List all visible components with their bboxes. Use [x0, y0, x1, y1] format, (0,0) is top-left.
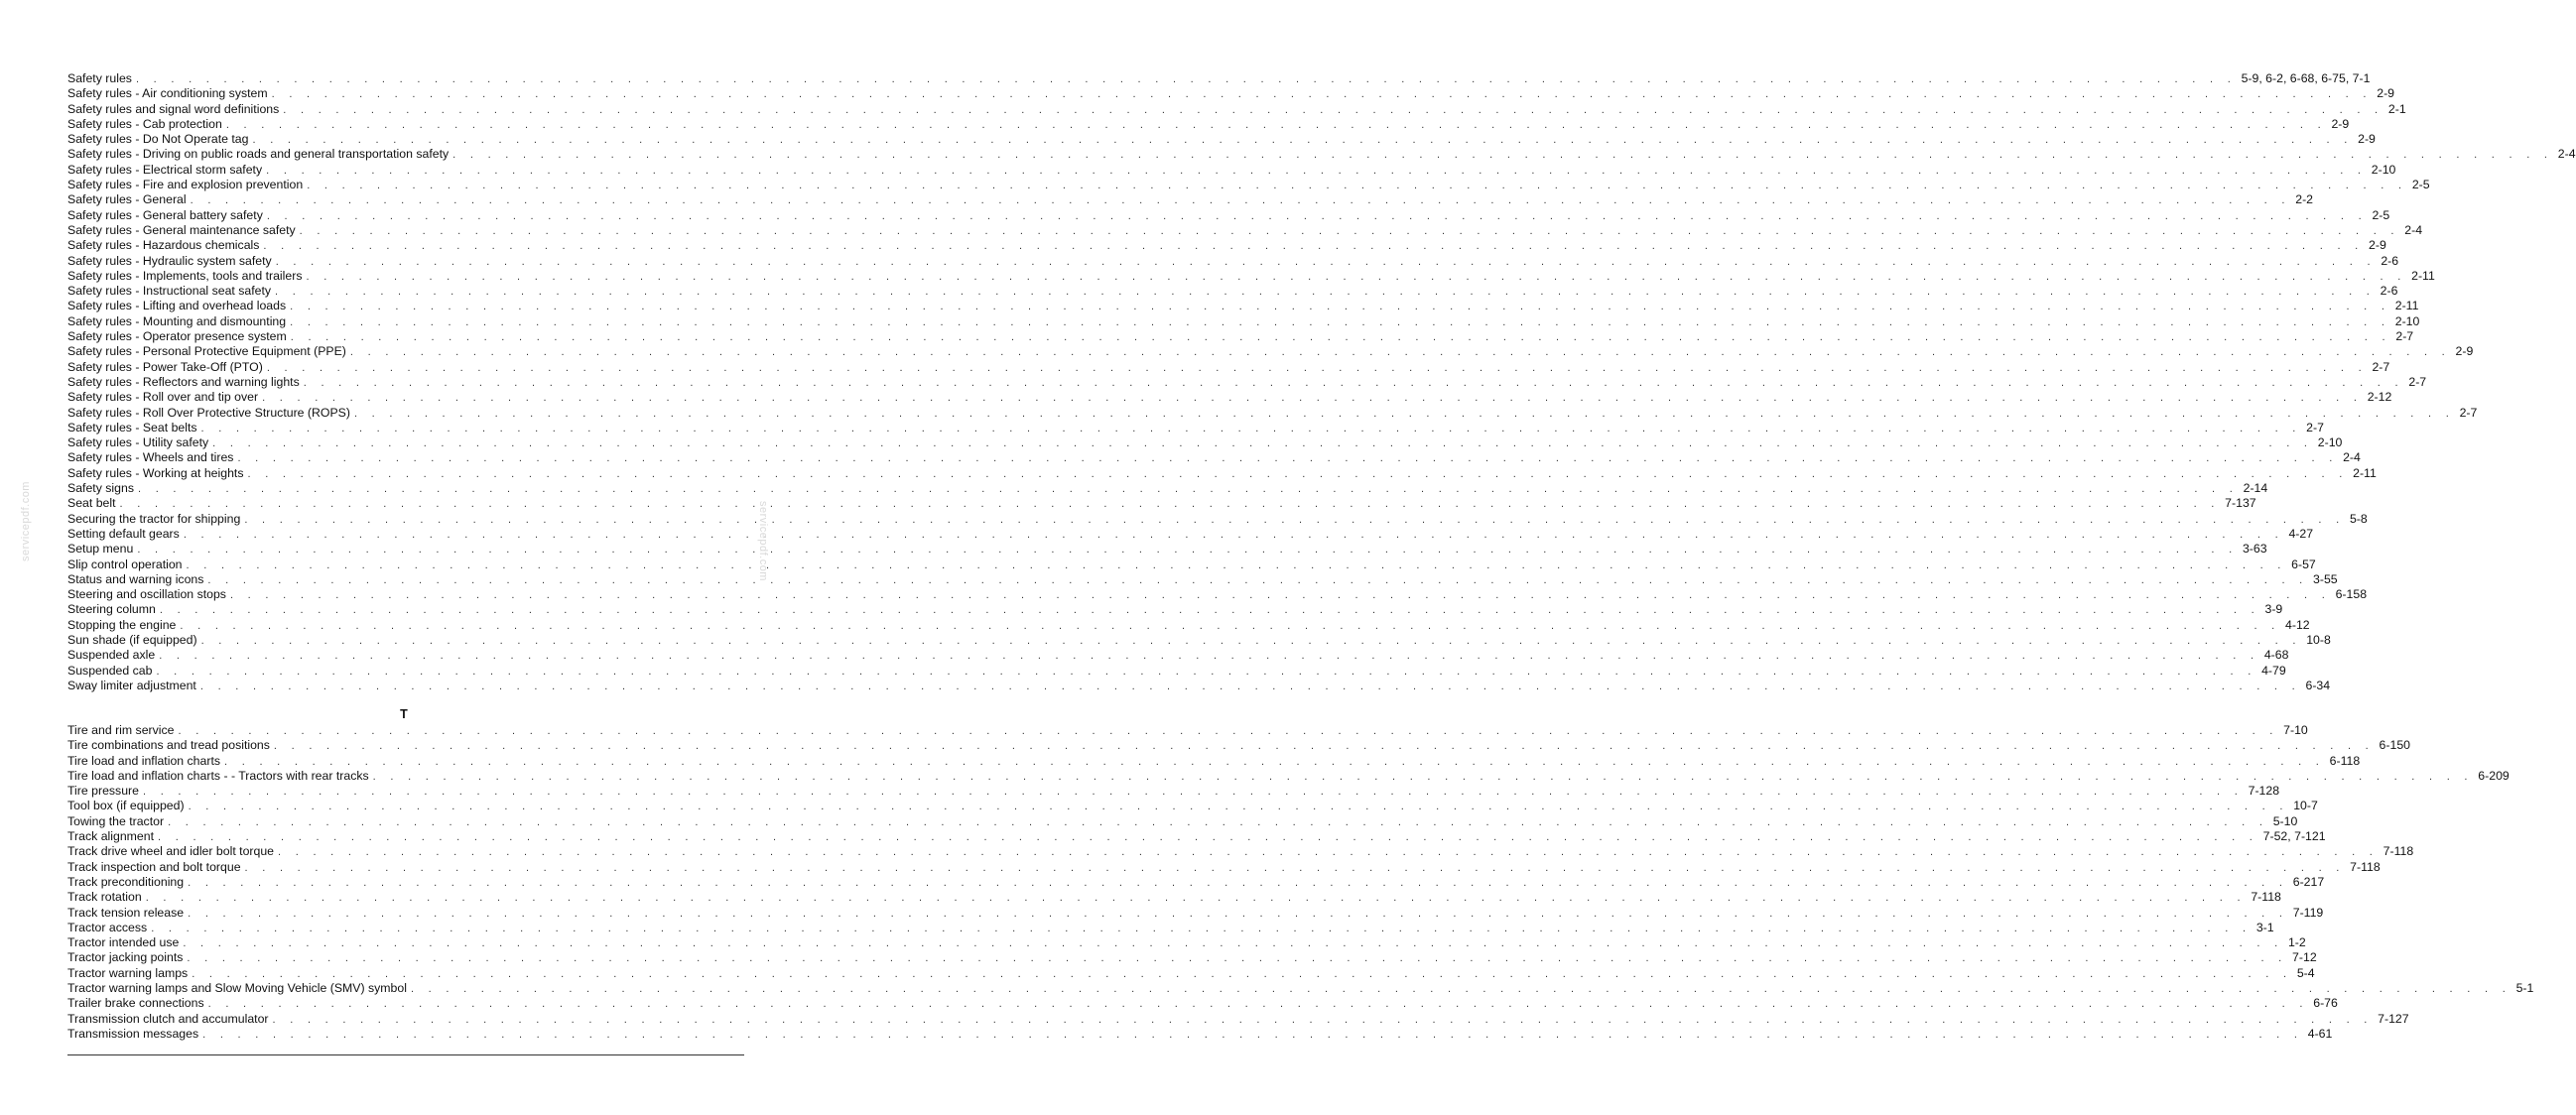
dot-leader: . . . . . . . . . . . . . . . . . . . . . . . . . . . . . . . . . . . . . . . . . . . . . . . . . . . . . . . . . . . . . . . . . . . . . . . . . . . . . . . . . . . . . . . . . . . . . . . . . . . . . . . . . . . . . . . . . . . . . . . . — [192, 967, 2292, 980]
dot-leader: . . . . . . . . . . . . . . . . . . . . . . . . . . . . . . . . . . . . . . . . . . . . . . . . . . . . . . . . . . . . . . . . . . . . . . . . . . . . . . . . . . . . . . . . . . . . . . . . . . . . . . . . . . . . . . . . . . . . . . . . — [272, 1013, 2374, 1026]
entry-title: Steering and oscillation stops — [67, 587, 226, 602]
entry-title: Safety rules - Implements, tools and trailers — [67, 268, 303, 283]
dot-leader: . . . . . . . . . . . . . . . . . . . . . . . . . . . . . . . . . . . . . . . . . . . . . . . . . . . . . . . . . . . . . . . . . . . . . . . . . . . . . . . . . . . . . . . . . . . . . . . . . . . . . . . . . . . . . . . . . . . . . . . . — [290, 301, 2390, 313]
entry-page-ref: 7-137 — [2225, 496, 2256, 511]
section-heading-t: T — [400, 707, 408, 721]
entry-title: Track alignment — [67, 829, 155, 844]
entry-title: Status and warning icons — [67, 571, 204, 586]
entry-title: Trailer brake connections — [67, 996, 204, 1011]
dot-leader: . . . . . . . . . . . . . . . . . . . . . . . . . . . . . . . . . . . . . . . . . . . . . . . . . . . . . . . . . . . . . . . . . . . . . . . . . . . . . . . . . . . . . . . . . . . . . . . . . . . . . . . . . . . . . . . . . . . . . . . . — [290, 315, 2390, 328]
dot-leader: . . . . . . . . . . . . . . . . . . . . . . . . . . . . . . . . . . . . . . . . . . . . . . . . . . . . . . . . . . . . . . . . . . . . . . . . . . . . . . . . . . . . . . . . . . . . . . . . . . . . . . . . . . . . . . . . . . . . . . . . — [183, 937, 2283, 950]
entry-page-ref: 2-5 — [2372, 207, 2390, 222]
entry-title: Safety rules - Seat belts — [67, 420, 197, 434]
entry-title: Safety rules - Do Not Operate tag — [67, 132, 249, 147]
entry-title: Safety rules - Electrical storm safety — [67, 162, 263, 177]
entry-page-ref: 6-76 — [2313, 996, 2338, 1011]
entry-page-ref: 4-61 — [2307, 1026, 2333, 1041]
dot-leader: . . . . . . . . . . . . . . . . . . . . . . . . . . . . . . . . . . . . . . . . . . . . . . . . . . . . . . . . . . . . . . . . . . . . . . . . . . . . . . . . . . . . . . . . . . . . . . . . . . . . . . . . . . . . . . . . . . . . . . . . — [452, 149, 2553, 162]
entry-page-ref: 2-7 — [2372, 359, 2390, 374]
dot-leader: . . . . . . . . . . . . . . . . . . . . . . . . . . . . . . . . . . . . . . . . . . . . . . . . . . . . . . . . . . . . . . . . . . . . . . . . . . . . . . . . . . . . . . . . . . . . . . . . . . . . . . . . . . . . . . . . . . . . . . . . — [224, 755, 2325, 768]
index-entry[interactable] — [67, 829, 2326, 844]
dot-leader: . . . . . . . . . . . . . . . . . . . . . . . . . . . . . . . . . . . . . . . . . . . . . . . . . . . . . . . . . . . . . . . . . . . . . . . . . . . . . . . . . . . . . . . . . . . . . . . . . . . . . . . . . . . . . . . . . . . . . . . . — [252, 134, 2354, 147]
index-entry[interactable] — [67, 571, 2338, 587]
index-entry[interactable] — [67, 920, 2274, 935]
dot-leader: . . . . . . . . . . . . . . . . . . . . . . . . . . . . . . . . . . . . . . . . . . . . . . . . . . . . . . . . . . . . . . . . . . . . . . . . . . . . . . . . . . . . . . . . . . . . . . . . . . . . . . . . . . . . . . . . . . . . . . . . — [225, 118, 2327, 131]
entry-title: Towing the tractor — [67, 813, 165, 828]
entry-page-ref: 2-10 — [2317, 435, 2343, 450]
entry-page-ref: 2-10 — [2394, 313, 2420, 328]
entry-title: Tractor jacking points — [67, 950, 184, 965]
index-entry[interactable] — [67, 178, 2430, 192]
entry-title: Tractor access — [67, 920, 148, 934]
dot-leader: . . . . . . . . . . . . . . . . . . . . . . . . . . . . . . . . . . . . . . . . . . . . . . . . . . . . . . . . . . . . . . . . . . . . . . . . . . . . . . . . . . . . . . . . . . . . . . . . . . . . . . . . . . . . . . . . . . . . . . . . — [145, 892, 2247, 905]
index-entry[interactable] — [67, 965, 2315, 981]
entry-page-ref: 6-217 — [2292, 874, 2325, 889]
entry-page-ref: 2-4 — [2557, 147, 2576, 162]
entry-title: Tire load and inflation charts — [67, 753, 221, 768]
entry-title: Setting default gears — [67, 526, 180, 541]
dot-leader: . . . . . . . . . . . . . . . . . . . . . . . . . . . . . . . . . . . . . . . . . . . . . . . . . . . . . . . . . . . . . . . . . . . . . . . . . . . . . . . . . . . . . . . . . . . . . . . . . . . . . . . . . . . . . . . . . . . . . . . . — [119, 498, 2221, 511]
index-entry[interactable] — [67, 465, 2377, 481]
index-entry[interactable] — [67, 526, 2314, 542]
entry-page-ref: 6-150 — [2379, 738, 2410, 753]
dot-leader: . . . . . . . . . . . . . . . . . . . . . . . . . . . . . . . . . . . . . . . . . . . . . . . . . . . . . . . . . . . . . . . . . . . . . . . . . . . . . . . . . . . . . . . . . . . . . . . . . . . . . . . . . . . . . . . . . . . . . . . . — [266, 209, 2368, 222]
index-entry[interactable] — [67, 132, 2376, 147]
index-entry[interactable] — [67, 905, 2324, 921]
entry-title: Safety rules - Utility safety — [67, 435, 209, 450]
dot-leader: . . . . . . . . . . . . . . . . . . . . . . . . . . . . . . . . . . . . . . . . . . . . . . . . . . . . . . . . . . . . . . . . . . . . . . . . . . . . . . . . . . . . . . . . . . . . . . . . . . . . . . . . . . . . . . . . . . . . . . . . — [275, 255, 2377, 268]
dot-leader: . . . . . . . . . . . . . . . . . . . . . . . . . . . . . . . . . . . . . . . . . . . . . . . . . . . . . . . . . . . . . . . . . . . . . . . . . . . . . . . . . . . . . . . . . . . . . . . . . . . . . . . . . . . . . . . . . . . . . . . . — [188, 907, 2288, 920]
dot-leader: . . . . . . . . . . . . . . . . . . . . . . . . . . . . . . . . . . . . . . . . . . . . . . . . . . . . . . . . . . . . . . . . . . . . . . . . . . . . . . . . . . . . . . . . . . . . . . . . . . . . . . . . . . . . . . . . . . . . . . . . — [202, 1028, 2303, 1041]
dot-leader: . . . . . . . . . . . . . . . . . . . . . . . . . . . . . . . . . . . . . . . . . . . . . . . . . . . . . . . . . . . . . . . . . . . . . . . . . . . . . . . . . . . . . . . . . . . . . . . . . . . . . . . . . . . . . . . . . . . . . . . . — [183, 528, 2284, 541]
dot-leader: . . . . . . . . . . . . . . . . . . . . . . . . . . . . . . . . . . . . . . . . . . . . . . . . . . . . . . . . . . . . . . . . . . . . . . . . . . . . . . . . . . . . . . . . . . . . . . . . . . . . . . . . . . . . . . . . . . . . . . . . — [349, 346, 2451, 359]
index-entry[interactable] — [67, 450, 2361, 465]
index-entry[interactable] — [67, 435, 2343, 450]
index-entry[interactable] — [67, 602, 2283, 617]
entry-page-ref: 2-6 — [2381, 253, 2399, 268]
index-entry[interactable] — [67, 738, 2410, 753]
entry-title: Seat belt — [67, 496, 116, 511]
index-entry[interactable] — [67, 874, 2325, 890]
entry-title: Safety signs — [67, 481, 134, 496]
entry-page-ref: 5-10 — [2272, 813, 2298, 828]
index-list-t — [67, 723, 2534, 1042]
entry-page-ref: 4-27 — [2288, 526, 2314, 541]
entry-title: Safety rules - Hydraulic system safety — [67, 253, 272, 268]
entry-page-ref: 2-11 — [2394, 299, 2419, 313]
entry-title: Safety rules - Operator presence system — [67, 329, 287, 344]
entry-page-ref: 2-6 — [2380, 284, 2398, 299]
entry-page-ref: 2-9 — [2455, 344, 2474, 359]
entry-title: Suspended cab — [67, 663, 153, 678]
entry-page-ref: 4-12 — [2285, 617, 2310, 632]
dot-leader: . . . . . . . . . . . . . . . . . . . . . . . . . . . . . . . . . . . . . . . . . . . . . . . . . . . . . . . . . . . . . . . . . . . . . . . . . . . . . . . . . . . . . . . . . . . . . . . . . . . . . . . . . . . . . . . . . . . . . . . . — [266, 164, 2367, 177]
footer-rule — [67, 1054, 744, 1055]
dot-leader: . . . . . . . . . . . . . . . . . . . . . . . . . . . . . . . . . . . . . . . . . . . . . . . . . . . . . . . . . . . . . . . . . . . . . . . . . . . . . . . . . . . . . . . . . . . . . . . . . . . . . . . . . . . . . . . . . . . . . . . . — [353, 407, 2455, 420]
watermark-right: servicepdf.com — [757, 501, 769, 581]
dot-leader: . . . . . . . . . . . . . . . . . . . . . . . . . . . . . . . . . . . . . . . . . . . . . . . . . . . . . . . . . . . . . . . . . . . . . . . . . . . . . . . . . . . . . . . . . . . . . . . . . . . . . . . . . . . . . . . . . . . . . . . . — [237, 452, 2339, 465]
entry-page-ref: 6-118 — [2329, 753, 2361, 768]
entry-title: Track drive wheel and idler bolt torque — [67, 844, 275, 859]
dot-leader: . . . . . . . . . . . . . . . . . . . . . . . . . . . . . . . . . . . . . . . . . . . . . . . . . . . . . . . . . . . . . . . . . . . . . . . . . . . . . . . . . . . . . . . . . . . . . . . . . . . . . . . . . . . . . . . . . . . . . . . . — [262, 392, 2363, 405]
dot-leader: . . . . . . . . . . . . . . . . . . . . . . . . . . . . . . . . . . . . . . . . . . . . . . . . . . . . . . . . . . . . . . . . . . . . . . . . . . . . . . . . . . . . . . . . . . . . . . . . . . . . . . . . . . . . . . . . . . . . . . . . — [188, 876, 2288, 889]
index-entry[interactable] — [67, 390, 2392, 405]
dot-leader: . . . . . . . . . . . . . . . . . . . . . . . . . . . . . . . . . . . . . . . . . . . . . . . . . . . . . . . . . . . . . . . . . . . . . . . . . . . . . . . . . . . . . . . . . . . . . . . . . . . . . . . . . . . . . . . . . . . . . . . . — [207, 573, 2309, 586]
dot-leader: . . . . . . . . . . . . . . . . . . . . . . . . . . . . . . . . . . . . . . . . . . . . . . . . . . . . . . . . . . . . . . . . . . . . . . . . . . . . . . . . . . . . . . . . . . . . . . . . . . . . . . . . . . . . . . . . . . . . . . . . — [275, 286, 2376, 299]
entry-page-ref: 2-7 — [2395, 329, 2414, 344]
entry-title: Transmission messages — [67, 1026, 199, 1041]
dot-leader: . . . . . . . . . . . . . . . . . . . . . . . . . . . . . . . . . . . . . . . . . . . . . . . . . . . . . . . . . . . . . . . . . . . . . . . . . . . . . . . . . . . . . . . . . . . . . . . . . . . . . . . . . . . . . . . . . . . . . . . . — [278, 846, 2379, 859]
dot-leader: . . . . . . . . . . . . . . . . . . . . . . . . . . . . . . . . . . . . . . . . . . . . . . . . . . . . . . . . . . . . . . . . . . . . . . . . . . . . . . . . . . . . . . . . . . . . . . . . . . . . . . . . . . . . . . . . . . . . . . . . — [156, 665, 2257, 678]
entry-title: Stopping the engine — [67, 617, 177, 632]
entry-page-ref: 6-34 — [2305, 678, 2331, 692]
index-entry[interactable] — [67, 359, 2390, 375]
index-entry[interactable] — [67, 284, 2398, 299]
entry-title: Track rotation — [67, 890, 142, 905]
index-entry[interactable] — [67, 374, 2427, 390]
dot-leader: . . . . . . . . . . . . . . . . . . . . . . . . . . . . . . . . . . . . . . . . . . . . . . . . . . . . . . . . . . . . . . . . . . . . . . . . . . . . . . . . . . . . . . . . . . . . . . . . . . . . . . . . . . . . . . . . . . . . . . . . — [186, 558, 2287, 571]
entry-title: Safety rules — [67, 71, 132, 85]
watermark-left: servicepdf.com — [20, 481, 32, 561]
entry-page-ref: 2-4 — [2404, 222, 2423, 237]
entry-title: Tire and rim service — [67, 723, 175, 737]
entry-page-ref: 7-10 — [2283, 723, 2308, 737]
entry-title: Tire load and inflation charts - - Tractors with rear tracks — [67, 768, 369, 783]
dot-leader: . . . . . . . . . . . . . . . . . . . . . . . . . . . . . . . . . . . . . . . . . . . . . . . . . . . . . . . . . . . . . . . . . . . . . . . . . . . . . . . . . . . . . . . . . . . . . . . . . . . . . . . . . . . . . . . . . . . . . . . . — [199, 680, 2301, 692]
entry-title: Safety rules - Hazardous chemicals — [67, 238, 260, 253]
index-entry[interactable] — [67, 222, 2423, 238]
index-entry[interactable] — [67, 299, 2419, 313]
index-entry[interactable] — [67, 313, 2420, 329]
entry-title: Tractor warning lamps and Slow Moving Vehicle (SMV) symbol — [67, 981, 407, 996]
entry-title: Safety rules - Working at heights — [67, 465, 244, 480]
dot-leader: . . . . . . . . . . . . . . . . . . . . . . . . . . . . . . . . . . . . . . . . . . . . . . . . . . . . . . . . . . . . . . . . . . . . . . . . . . . . . . . . . . . . . . . . . . . . . . . . . . . . . . . . . . . . . . . . . . . . . . . . — [207, 998, 2309, 1011]
dot-leader: . . . . . . . . . . . . . . . . . . . . . . . . . . . . . . . . . . . . . . . . . . . . . . . . . . . . . . . . . . . . . . . . . . . . . . . . . . . . . . . . . . . . . . . . . . . . . . . . . . . . . . . . . . . . . . . . . . . . . . . . — [142, 786, 2244, 799]
entry-page-ref: 2-1 — [2387, 101, 2406, 116]
dot-leader: . . . . . . . . . . . . . . . . . . . . . . . . . . . . . . . . . . . . . . . . . . . . . . . . . . . . . . . . . . . . . . . . . . . . . . . . . . . . . . . . . . . . . . . . . . . . . . . . . . . . . . . . . . . . . . . . . . . . . . . . — [200, 634, 2302, 647]
entry-title: Tire combinations and tread positions — [67, 738, 270, 753]
dot-leader: . . . . . . . . . . . . . . . . . . . . . . . . . . . . . . . . . . . . . . . . . . . . . . . . . . . . . . . . . . . . . . . . . . . . . . . . . . . . . . . . . . . . . . . . . . . . . . . . . . . . . . . . . . . . . . . . . . . . . . . . — [303, 376, 2404, 389]
entry-page-ref: 2-12 — [2367, 390, 2392, 405]
index-entry[interactable] — [67, 207, 2390, 223]
index-entry[interactable] — [67, 1026, 2333, 1042]
dot-leader: . . . . . . . . . . . . . . . . . . . . . . . . . . . . . . . . . . . . . . . . . . . . . . . . . . . . . . . . . . . . . . . . . . . . . . . . . . . . . . . . . . . . . . . . . . . . . . . . . . . . . . . . . . . . . . . . . . . . . . . . — [168, 815, 2268, 828]
entry-title: Safety rules - Fire and explosion prevention — [67, 178, 304, 192]
dot-leader: . . . . . . . . . . . . . . . . . . . . . . . . . . . . . . . . . . . . . . . . . . . . . . . . . . . . . . . . . . . . . . . . . . . . . . . . . . . . . . . . . . . . . . . . . . . . . . . . . . . . . . . . . . . . . . . . . . . . . . . . — [188, 801, 2289, 813]
entry-title: Safety rules - Wheels and tires — [67, 450, 234, 465]
dot-leader: . . . . . . . . . . . . . . . . . . . . . . . . . . . . . . . . . . . . . . . . . . . . . . . . . . . . . . . . . . . . . . . . . . . . . . . . . . . . . . . . . . . . . . . . . . . . . . . . . . . . . . . . . . . . . . . . . . . . . . . . — [200, 422, 2302, 434]
entry-page-ref: 2-11 — [2353, 465, 2377, 480]
index-entry[interactable] — [67, 723, 2308, 738]
entry-title: Safety rules - Driving on public roads and general transportation safety — [67, 147, 450, 162]
entry-title: Safety rules - Lifting and overhead loads — [67, 299, 287, 313]
entry-title: Safety rules - General battery safety — [67, 207, 263, 222]
index-entry[interactable] — [67, 844, 2414, 859]
entry-page-ref: 7-12 — [2292, 950, 2317, 965]
entry-title: Suspended axle — [67, 648, 156, 663]
entry-page-ref: 3-9 — [2264, 602, 2283, 617]
entry-page-ref: 7-52, 7-121 — [2262, 829, 2326, 844]
index-entry[interactable] — [67, 405, 2478, 421]
index-entry[interactable] — [67, 996, 2338, 1011]
entry-page-ref: 4-79 — [2261, 663, 2286, 678]
entry-page-ref: 2-2 — [2295, 192, 2314, 207]
dot-leader: . . . . . . . . . . . . . . . . . . . . . . . . . . . . . . . . . . . . . . . . . . . . . . . . . . . . . . . . . . . . . . . . . . . . . . . . . . . . . . . . . . . . . . . . . . . . . . . . . . . . . . . . . . . . . . . . . . . . . . . . — [307, 180, 2407, 192]
entry-page-ref: 2-5 — [2411, 178, 2430, 192]
entry-page-ref: 6-57 — [2291, 557, 2316, 571]
index-entry[interactable] — [67, 617, 2310, 633]
dot-leader: . . . . . . . . . . . . . . . . . . . . . . . . . . . . . . . . . . . . . . . . . . . . . . . . . . . . . . . . . . . . . . . . . . . . . . . . . . . . . . . . . . . . . . . . . . . . . . . . . . . . . . . . . . . . . . . . . . . . . . . . — [266, 361, 2368, 374]
entry-title: Safety rules - Roll Over Protective Structure (ROPS) — [67, 405, 350, 420]
entry-title: Sun shade (if equipped) — [67, 632, 197, 647]
entry-page-ref: 5-4 — [2296, 965, 2315, 980]
dot-leader: . . . . . . . . . . . . . . . . . . . . . . . . . . . . . . . . . . . . . . . . . . . . . . . . . . . . . . . . . . . . . . . . . . . . . . . . . . . . . . . . . . . . . . . . . . . . . . . . . . . . . . . . . . . . . . . . . . . . . . . . — [229, 589, 2331, 602]
index-entry[interactable] — [67, 799, 2318, 813]
entry-page-ref: 7-119 — [2292, 905, 2324, 920]
entry-title: Steering column — [67, 602, 156, 617]
dot-leader: . . . . . . . . . . . . . . . . . . . . . . . . . . . . . . . . . . . . . . . . . . . . . . . . . . . . . . . . . . . . . . . . . . . . . . . . . . . . . . . . . . . . . . . . . . . . . . . . . . . . . . . . . . . . . . . . . . . . . . . . — [410, 983, 2512, 996]
index-entry[interactable] — [67, 557, 2316, 572]
index-entry[interactable] — [67, 162, 2396, 178]
entry-page-ref: 4-68 — [2263, 648, 2289, 663]
entry-page-ref: 10-8 — [2306, 632, 2331, 647]
index-entry[interactable] — [67, 753, 2361, 769]
entry-page-ref: 1-2 — [2287, 935, 2306, 950]
entry-title: Sway limiter adjustment — [67, 678, 196, 692]
index-entry[interactable] — [67, 481, 2268, 496]
index-entry[interactable] — [67, 420, 2324, 435]
entry-title: Slip control operation — [67, 557, 183, 571]
entry-title: Safety rules - Roll over and tip over — [67, 390, 259, 405]
entry-title: Safety rules and signal word definitions — [67, 101, 280, 116]
entry-title: Safety rules - Instructional seat safety — [67, 284, 272, 299]
dot-leader: . . . . . . . . . . . . . . . . . . . . . . . . . . . . . . . . . . . . . . . . . . . . . . . . . . . . . . . . . . . . . . . . . . . . . . . . . . . . . . . . . . . . . . . . . . . . . . . . . . . . . . . . . . . . . . . . . . . . . . . . — [244, 861, 2346, 874]
entry-page-ref: 3-1 — [2255, 920, 2274, 934]
dot-leader: . . . . . . . . . . . . . . . . . . . . . . . . . . . . . . . . . . . . . . . . . . . . . . . . . . . . . . . . . . . . . . . . . . . . . . . . . . . . . . . . . . . . . . . . . . . . . . . . . . . . . . . . . . . . . . . . . . . . . . . . — [372, 770, 2474, 783]
entry-page-ref: 2-9 — [2369, 238, 2386, 253]
dot-leader: . . . . . . . . . . . . . . . . . . . . . . . . . . . . . . . . . . . . . . . . . . . . . . . . . . . . . . . . . . . . . . . . . . . . . . . . . . . . . . . . . . . . . . . . . . . . . . . . . . . . . . . . . . . . . . . . . . . . . . . . — [137, 544, 2238, 557]
entry-page-ref: 2-9 — [2358, 132, 2376, 147]
index-entry[interactable] — [67, 116, 2350, 132]
index-entry[interactable] — [67, 1011, 2409, 1027]
dot-leader: . . . . . . . . . . . . . . . . . . . . . . . . . . . . . . . . . . . . . . . . . . . . . . . . . . . . . . . . . . . . . . . . . . . . . . . . . . . . . . . . . . . . . . . . . . . . . . . . . . . . . . . . . . . . . . . . . . . . . . . . — [159, 650, 2259, 663]
index-entry[interactable] — [67, 496, 2256, 511]
index-entry[interactable] — [67, 813, 2298, 829]
dot-leader: . . . . . . . . . . . . . . . . . . . . . . . . . . . . . . . . . . . . . . . . . . . . . . . . . . . . . . . . . . . . . . . . . . . . . . . . . . . . . . . . . . . . . . . . . . . . . . . . . . . . . . . . . . . . . . . . . . . . . . . . — [190, 194, 2291, 207]
dot-leader: . . . . . . . . . . . . . . . . . . . . . . . . . . . . . . . . . . . . . . . . . . . . . . . . . . . . . . . . . . . . . . . . . . . . . . . . . . . . . . . . . . . . . . . . . . . . . . . . . . . . . . . . . . . . . . . . . . . . . . . . — [159, 604, 2260, 617]
entry-page-ref: 7-118 — [2350, 859, 2381, 874]
entry-page-ref: 2-9 — [2331, 116, 2350, 131]
entry-title: Tire pressure — [67, 784, 139, 799]
entry-title: Safety rules - Cab protection — [67, 116, 222, 131]
dot-leader: . . . . . . . . . . . . . . . . . . . . . . . . . . . . . . . . . . . . . . . . . . . . . . . . . . . . . . . . . . . . . . . . . . . . . . . . . . . . . . . . . . . . . . . . . . . . . . . . . . . . . . . . . . . . . . . . . . . . . . . . — [299, 224, 2400, 237]
entry-page-ref: 7-118 — [2251, 890, 2281, 905]
entry-page-ref: 5-8 — [2349, 511, 2368, 526]
dot-leader: . . . . . . . . . . . . . . . . . . . . . . . . . . . . . . . . . . . . . . . . . . . . . . . . . . . . . . . . . . . . . . . . . . . . . . . . . . . . . . . . . . . . . . . . . . . . . . . . . . . . . . . . . . . . . . . . . . . . . . . . — [187, 952, 2288, 965]
index-entry[interactable] — [67, 101, 2406, 117]
entry-title: Safety rules - General maintenance safety — [67, 222, 296, 237]
dot-leader: . . . . . . . . . . . . . . . . . . . . . . . . . . . . . . . . . . . . . . . . . . . . . . . . . . . . . . . . . . . . . . . . . . . . . . . . . . . . . . . . . . . . . . . . . . . . . . . . . . . . . . . . . . . . . . . . . . . . . . . . — [273, 740, 2375, 753]
dot-leader: . . . . . . . . . . . . . . . . . . . . . . . . . . . . . . . . . . . . . . . . . . . . . . . . . . . . . . . . . . . . . . . . . . . . . . . . . . . . . . . . . . . . . . . . . . . . . . . . . . . . . . . . . . . . . . . . . . . . . . . . — [178, 725, 2279, 737]
entry-title: Track inspection and bolt torque — [67, 859, 241, 874]
index-entry[interactable] — [67, 768, 2510, 784]
entry-title: Securing the tractor for shipping — [67, 511, 241, 526]
dot-leader: . . . . . . . . . . . . . . . . . . . . . . . . . . . . . . . . . . . . . . . . . . . . . . . . . . . . . . . . . . . . . . . . . . . . . . . . . . . . . . . . . . . . . . . . . . . . . . . . . . . . . . . . . . . . . . . . . . . . . . . . — [212, 437, 2313, 450]
dot-leader: . . . . . . . . . . . . . . . . . . . . . . . . . . . . . . . . . . . . . . . . . . . . . . . . . . . . . . . . . . . . . . . . . . . . . . . . . . . . . . . . . . . . . . . . . . . . . . . . . . . . . . . . . . . . . . . . . . . . . . . . — [244, 513, 2345, 526]
dot-leader: . . . . . . . . . . . . . . . . . . . . . . . . . . . . . . . . . . . . . . . . . . . . . . . . . . . . . . . . . . . . . . . . . . . . . . . . . . . . . . . . . . . . . . . . . . . . . . . . . . . . . . . . . . . . . . . . . . . . . . . . — [158, 831, 2258, 844]
index-entry[interactable] — [67, 86, 2395, 101]
entry-page-ref: 2-9 — [2377, 86, 2395, 101]
index-entry[interactable] — [67, 268, 2435, 284]
index-entry[interactable] — [67, 71, 2371, 86]
index-entry[interactable] — [67, 678, 2331, 693]
dot-leader: . . . . . . . . . . . . . . . . . . . . . . . . . . . . . . . . . . . . . . . . . . . . . . . . . . . . . . . . . . . . . . . . . . . . . . . . . . . . . . . . . . . . . . . . . . . . . . . . . . . . . . . . . . . . . . . . . . . . . . . . — [271, 88, 2373, 101]
index-entry[interactable] — [67, 587, 2368, 602]
index-entry[interactable] — [67, 147, 2576, 162]
entry-page-ref: 10-7 — [2293, 799, 2318, 813]
dot-leader: . . . . . . . . . . . . . . . . . . . . . . . . . . . . . . . . . . . . . . . . . . . . . . . . . . . . . . . . . . . . . . . . . . . . . . . . . . . . . . . . . . . . . . . . . . . . . . . . . . . . . . . . . . . . . . . . . . . . . . . . — [180, 619, 2281, 632]
entry-page-ref: 3-63 — [2242, 542, 2267, 557]
entry-page-ref: 2-10 — [2371, 162, 2396, 177]
index-entry[interactable] — [67, 329, 2414, 344]
entry-title: Tractor warning lamps — [67, 965, 189, 980]
dot-leader: . . . . . . . . . . . . . . . . . . . . . . . . . . . . . . . . . . . . . . . . . . . . . . . . . . . . . . . . . . . . . . . . . . . . . . . . . . . . . . . . . . . . . . . . . . . . . . . . . . . . . . . . . . . . . . . . . . . . . . . . — [138, 483, 2239, 496]
index-entry[interactable] — [67, 935, 2306, 950]
dot-leader: . . . . . . . . . . . . . . . . . . . . . . . . . . . . . . . . . . . . . . . . . . . . . . . . . . . . . . . . . . . . . . . . . . . . . . . . . . . . . . . . . . . . . . . . . . . . . . . . . . . . . . . . . . . . . . . . . . . . . . . . — [290, 331, 2391, 344]
entry-page-ref: 6-209 — [2478, 768, 2510, 783]
entry-page-ref: 6-158 — [2335, 587, 2368, 602]
entry-page-ref: 2-14 — [2243, 481, 2268, 496]
index-entry[interactable] — [67, 253, 2399, 269]
entry-page-ref: 2-7 — [2459, 405, 2478, 420]
entry-title: Safety rules - General — [67, 192, 187, 207]
entry-title: Safety rules - Personal Protective Equipment (PPE) — [67, 344, 346, 359]
entry-title: Safety rules - Air conditioning system — [67, 86, 268, 101]
index-entry[interactable] — [67, 344, 2474, 359]
entry-page-ref: 5-9, 6-2, 6-68, 6-75, 7-1 — [2241, 71, 2371, 85]
dot-leader: . . . . . . . . . . . . . . . . . . . . . . . . . . . . . . . . . . . . . . . . . . . . . . . . . . . . . . . . . . . . . . . . . . . . . . . . . . . . . . . . . . . . . . . . . . . . . . . . . . . . . . . . . . . . . . . . . . . . . . . . — [306, 270, 2407, 283]
entry-page-ref: 2-4 — [2343, 450, 2361, 465]
entry-title: Safety rules - Mounting and dismounting — [67, 313, 287, 328]
dot-leader: . . . . . . . . . . . . . . . . . . . . . . . . . . . . . . . . . . . . . . . . . . . . . . . . . . . . . . . . . . . . . . . . . . . . . . . . . . . . . . . . . . . . . . . . . . . . . . . . . . . . . . . . . . . . . . . . . . . . . . . . — [135, 73, 2237, 85]
entry-title: Safety rules - Power Take-Off (PTO) — [67, 359, 263, 374]
dot-leader: . . . . . . . . . . . . . . . . . . . . . . . . . . . . . . . . . . . . . . . . . . . . . . . . . . . . . . . . . . . . . . . . . . . . . . . . . . . . . . . . . . . . . . . . . . . . . . . . . . . . . . . . . . . . . . . . . . . . . . . . — [263, 240, 2365, 253]
index-entry[interactable] — [67, 890, 2281, 905]
entry-title: Track tension release — [67, 905, 185, 920]
entry-page-ref: 7-127 — [2378, 1011, 2409, 1026]
entry-page-ref: 2-7 — [2408, 374, 2427, 389]
entry-page-ref: 5-1 — [2515, 981, 2534, 996]
entry-page-ref: 7-128 — [2248, 784, 2280, 799]
index-entry[interactable] — [67, 542, 2267, 557]
entry-page-ref: 2-11 — [2411, 268, 2435, 283]
index-entry[interactable] — [67, 663, 2286, 679]
index-entry[interactable] — [67, 632, 2331, 648]
entry-title: Tool box (if equipped) — [67, 799, 185, 813]
entry-title: Transmission clutch and accumulator — [67, 1011, 269, 1026]
index-entry[interactable] — [67, 238, 2386, 253]
index-entry[interactable] — [67, 192, 2314, 207]
index-entry[interactable] — [67, 648, 2289, 663]
entry-title: Setup menu — [67, 542, 134, 557]
entry-page-ref: 3-55 — [2313, 571, 2338, 586]
entry-title: Tractor intended use — [67, 935, 180, 950]
entry-page-ref: 2-7 — [2306, 420, 2324, 434]
index-entry[interactable] — [67, 950, 2317, 965]
entry-title: Track preconditioning — [67, 874, 185, 889]
dot-leader: . . . . . . . . . . . . . . . . . . . . . . . . . . . . . . . . . . . . . . . . . . . . . . . . . . . . . . . . . . . . . . . . . . . . . . . . . . . . . . . . . . . . . . . . . . . . . . . . . . . . . . . . . . . . . . . . . . . . . . . . — [247, 467, 2349, 480]
dot-leader: . . . . . . . . . . . . . . . . . . . . . . . . . . . . . . . . . . . . . . . . . . . . . . . . . . . . . . . . . . . . . . . . . . . . . . . . . . . . . . . . . . . . . . . . . . . . . . . . . . . . . . . . . . . . . . . . . . . . . . . . — [283, 103, 2383, 116]
index-entry[interactable] — [67, 511, 2368, 527]
index-entry[interactable] — [67, 859, 2381, 875]
index-entry[interactable] — [67, 981, 2534, 996]
entry-title: Safety rules - Reflectors and warning lights — [67, 374, 300, 389]
entry-page-ref: 7-118 — [2383, 844, 2414, 859]
dot-leader: . . . . . . . . . . . . . . . . . . . . . . . . . . . . . . . . . . . . . . . . . . . . . . . . . . . . . . . . . . . . . . . . . . . . . . . . . . . . . . . . . . . . . . . . . . . . . . . . . . . . . . . . . . . . . . . . . . . . . . . . — [151, 922, 2252, 934]
index-entry[interactable] — [67, 784, 2280, 799]
